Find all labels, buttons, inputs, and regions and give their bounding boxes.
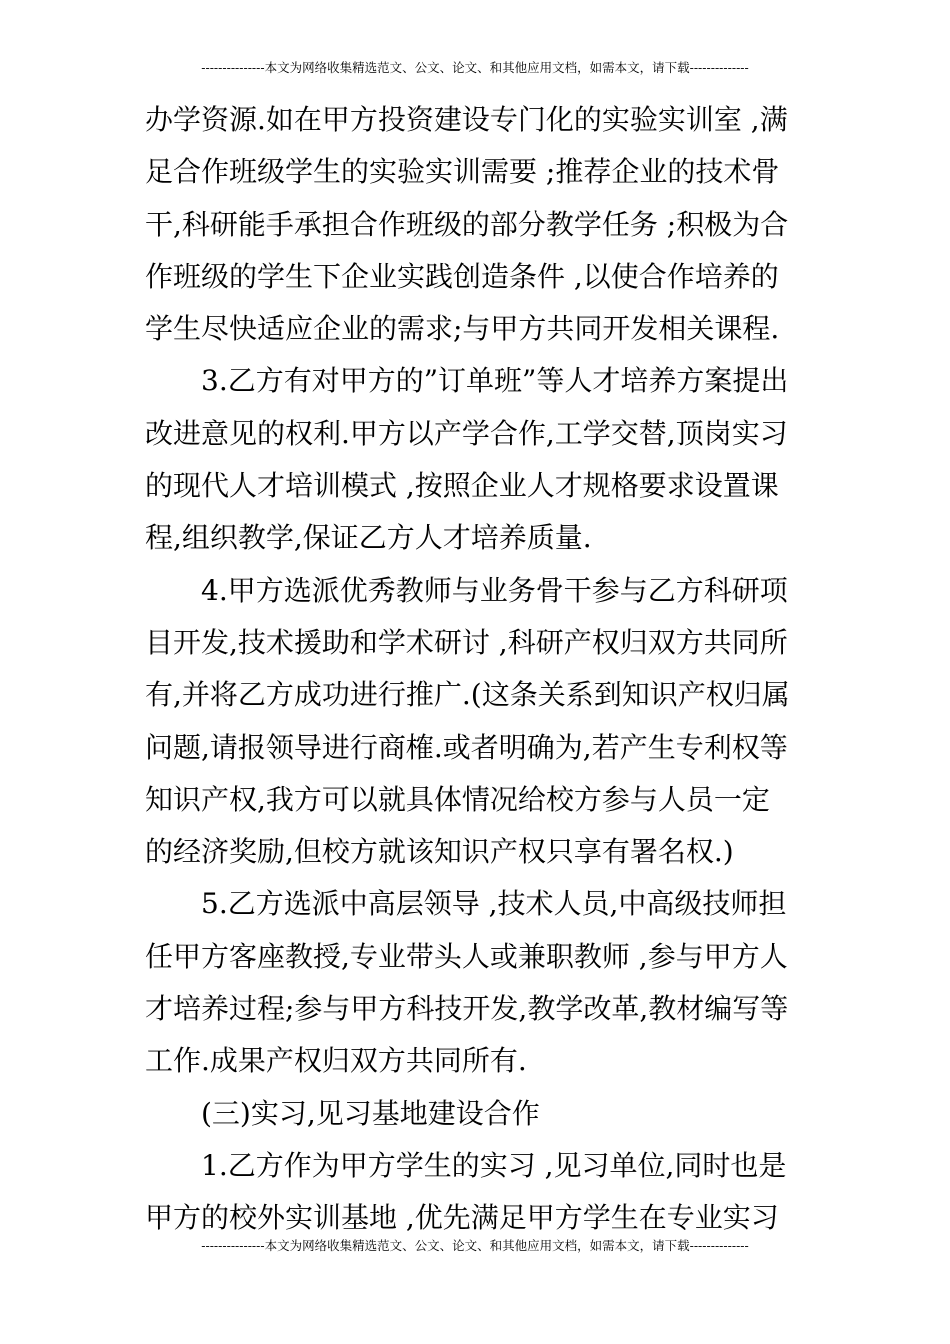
text-line: 作班级的学生下企业实践创造条件 ,以使合作培养的 xyxy=(145,259,779,293)
text-line: 足合作班级学生的实验实训需要 ;推荐企业的技术骨 xyxy=(145,155,780,189)
text-line: 目开发,技术援助和学术研讨 ,科研产权归双方共同所 xyxy=(145,625,788,659)
text-line: 的现代人才培训模式 ,按照企业人才规格要求设置课 xyxy=(145,469,779,503)
text-line: 知识产权,我方可以就具体情况给校方参与人员一定 xyxy=(145,782,770,816)
text-line: 甲方的校外实训基地 ,优先满足甲方学生在专业实习 xyxy=(145,1201,779,1235)
text-line: 的经济奖励,但校方就该知识产权只享有署名权.) xyxy=(145,835,734,869)
paragraph-1-start: 1.乙方作为甲方学生的实习 ,见习单位,同时也是 xyxy=(201,1148,787,1182)
text-line: 办学资源.如在甲方投资建设专门化的实验实训室 ,满 xyxy=(145,103,788,136)
text-line: 才培养过程;参与甲方科技开发,教学改革,教材编写等 xyxy=(145,992,789,1026)
text-line: 任甲方客座教授,专业带头人或兼职教师 ,参与甲方人 xyxy=(145,939,788,973)
section-heading: (三)实习,见习基地建设合作 xyxy=(201,1096,540,1130)
page-header-banner: ---------------本文为网络收集精选范文、公文、论文、和其他应用文档，如需本文，请下载-------------- xyxy=(201,60,749,75)
document-body xyxy=(145,94,815,1245)
text-line: 改进意见的权利.甲方以产学合作,工学交替,顶岗实习 xyxy=(145,416,788,450)
paragraph-5-start: 5.乙方选派中高层领导 ,技术人员,中高级技师担 xyxy=(201,887,787,921)
text-line: 学生尽快适应企业的需求;与甲方共同开发相关课程. xyxy=(145,312,780,346)
text-line: 程,组织教学,保证乙方人才培养质量. xyxy=(145,521,592,555)
paragraph-4-start: 4.甲方选派优秀教师与业务骨干参与乙方科研项 xyxy=(201,573,788,607)
text-line: 工作.成果产权归双方共同所有. xyxy=(145,1044,527,1078)
page-footer-banner: ---------------本文为网络收集精选范文、公文、论文、和其他应用文档，如需本文，请下载-------------- xyxy=(201,1238,749,1253)
text-line: 有,并将乙方成功进行推广.(这条关系到知识产权归属 xyxy=(145,678,790,712)
text-line: 问题,请报领导进行商榷.或者明确为,若产生专利权等 xyxy=(145,730,788,764)
text-line: 干,科研能手承担合作班级的部分教学任务 ;积极为合 xyxy=(145,207,789,241)
paragraph-3-start: 3.乙方有对甲方的”订单班”等人才培养方案提出 xyxy=(201,364,789,398)
